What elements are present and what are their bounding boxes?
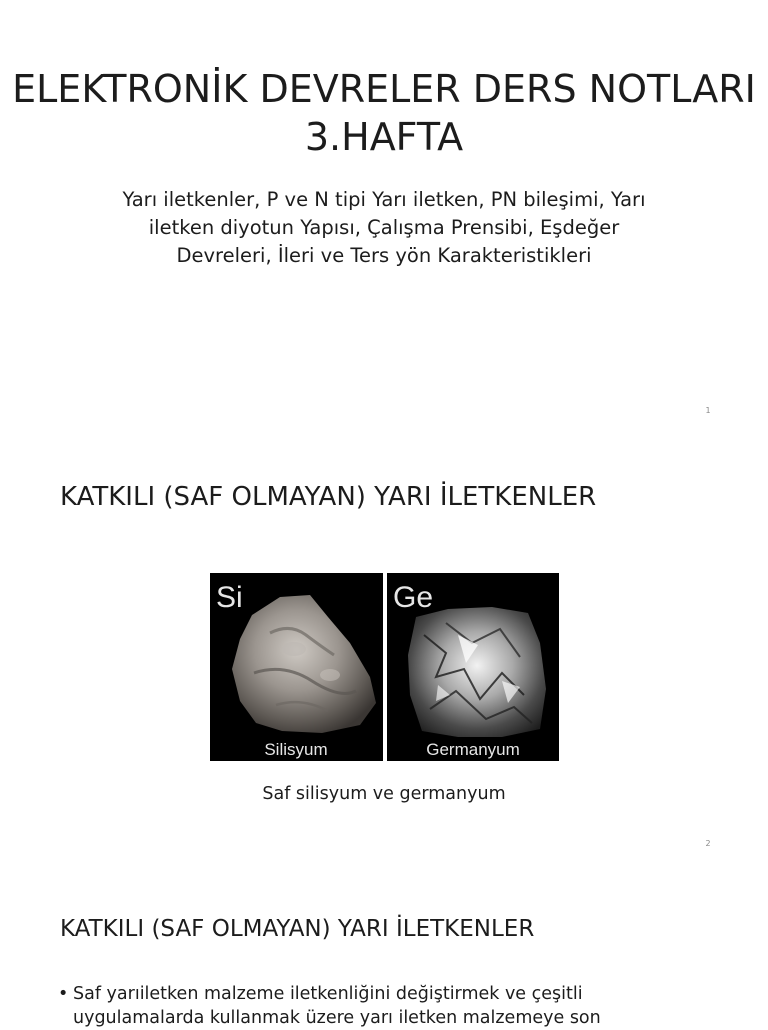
slide-2-page-number: 2 (705, 839, 711, 848)
si-ge-photo-svg (210, 573, 559, 761)
si-ge-photo (210, 573, 559, 761)
si-symbol: Si (216, 581, 243, 614)
slide-2 (0, 432, 768, 864)
slide-1-title-line-1: ELEKTRONİK DEVRELER DERS NOTLARI (12, 67, 756, 112)
slide-1-subtitle-line-1: Yarı iletkenler, P ve N tipi Yarı iletken, PN bileşimi, Yarı (122, 188, 646, 211)
slide-3-bullet-1 (58, 982, 698, 1030)
photo-divider (383, 573, 387, 761)
slide-3-bullet-1-line-1: • Saf yarıiletken malzeme iletkenliğini değiştirmek ve çeşitli (73, 984, 583, 1004)
slide-1-title (0, 65, 768, 161)
ge-symbol: Ge (393, 581, 434, 614)
slide-2-title: KATKILI (SAF OLMAYAN) YARI İLETKENLER (60, 482, 597, 512)
slide-3-bullet-1-line-2: uygulamalarda kullanmak üzere yarı iletken malzemeye son (73, 1008, 601, 1028)
slide-1-subtitle-line-2: iletken diyotun Yapısı, Çalışma Prensibi, Eşdeğer (148, 216, 620, 239)
slide-3 (0, 864, 768, 1028)
slide-1-subtitle (94, 186, 674, 270)
slide-3-title: KATKILI (SAF OLMAYAN) YARI İLETKENLER (60, 916, 535, 942)
slide-2-caption: Saf silisyum ve germanyum (262, 784, 506, 804)
slide-1-page-number: 1 (705, 406, 711, 415)
ge-label: Germanyum (426, 740, 520, 759)
si-label: Silisyum (264, 740, 328, 759)
slide-1 (0, 0, 768, 432)
slide-1-title-line-2: 3.HAFTA (304, 115, 464, 160)
slide-3-bullet-list (58, 982, 698, 1030)
slide-1-subtitle-line-3: Devreleri, İleri ve Ters yön Karakteristikleri (176, 244, 592, 267)
